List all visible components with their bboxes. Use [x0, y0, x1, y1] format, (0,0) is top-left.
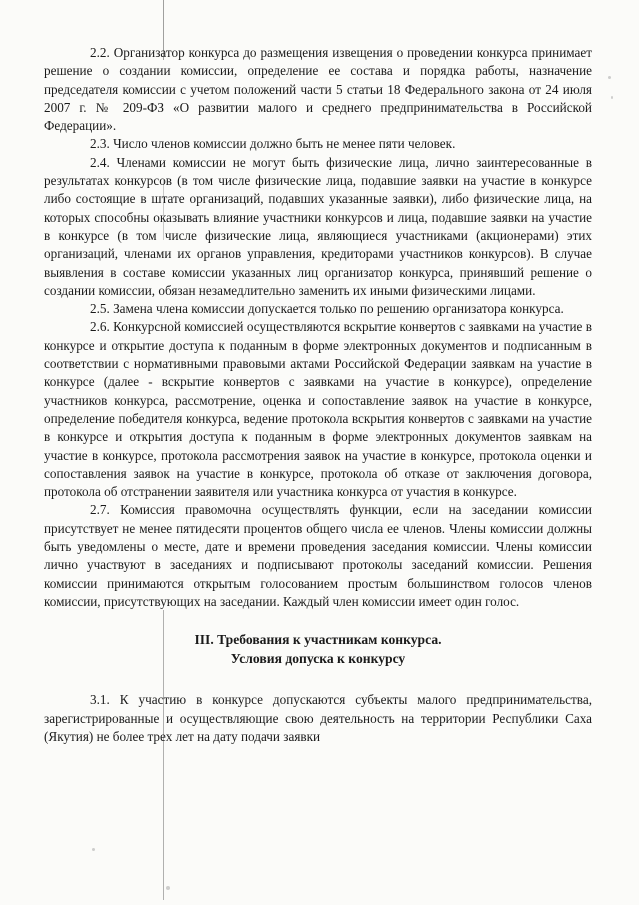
document-page [44, 44, 592, 746]
paragraph-2-5: 2.5. Замена члена комиссии допускается только по решению организатора конкурса. [90, 301, 564, 317]
paragraph-3-1: 3.1. К участию в конкурсе допускаются субъекты малого предпринимательства, зарегистрированные и осуществляющие свою деятельность на территории Республики Саха (Якутия) не более трех лет на дату подачи заявки [44, 692, 592, 744]
section-title-line-2: Условия допуска к конкурсу [230, 650, 406, 666]
paragraph-2-4: 2.4. Членами комиссии не могут быть физические лица, лично заинтересованные в результатах конкурсов (в том числе физические лица, подавшие заявки на участие в конкурсе либо состоящие в штате организаций, подавших указанные заявки), либо физические лица, на которых способны оказывать влияние участники конкурсов и лица, подавшие заявки на участие в конкурсе (в том числе физические лица, являющиеся участниками (акционерами) этих организаций, членами их органов управления, кредиторами участников конкурсов). В случае выявления в составе комиссии указанных лиц организатор конкурса, принявший решение о создании комиссии, обязан незамедлительно заменить их иными физическими лицами. [44, 154, 592, 298]
paragraph-2-2: 2.2. Организатор конкурса до размещения извещения о проведении конкурса принимает решение о создании комиссии, определение ее состава и порядка работы, назначение председателя комиссии с учетом положений части 5 статьи 18 Федерального закона от 24 июля 2007 г. № 209-ФЗ «О развитии малого и среднего предпринимательства в Российской Федерации». [44, 45, 592, 134]
scan-speck [611, 96, 613, 99]
paragraph-2-3: 2.3. Число членов комиссии должно быть не менее пяти человек. [90, 136, 456, 152]
section-title-line-1: III. Требования к участникам конкурса. [194, 632, 442, 648]
scan-speck [166, 886, 170, 890]
paragraph-2-6: 2.6. Конкурсной комиссией осуществляются вскрытие конвертов с заявками на участие в конкурсе и открытие доступа к поданным в форме электронных документов и подписанным в соответствии с нормативными правовыми актами Российской Федерации заявкам на участие в конкурсе (далее - вскрытие конвертов с заявками на участие в конкурсе), определение участников конкурса, рассмотрение, оценка и сопоставление заявок на участие в конкурсе, определение победителя конкурса, ведение протокола вскрытия конвертов с заявками на участие в конкурсе и открытия доступа к поданным в форме электронных документов заявкам на участие в конкурсе, протокола рассмотрения заявок на участие в конкурсе, протокола оценки и сопоставления заявок на участие в конкурсе, протокола об отказе от заключения договора, протокола об отстранении заявителя или участника конкурса от участия в конкурсе. [44, 319, 592, 500]
section-heading [44, 631, 592, 668]
scan-speck [608, 76, 611, 79]
scan-speck [92, 848, 95, 851]
paragraph-2-7: 2.7. Комиссия правомочна осуществлять функции, если на заседании комиссии присутствует не менее пятидесяти процентов общего числа ее членов. Члены комиссии должны быть уведомлены о месте, дате и времени проведения заседания комиссии. Члены комиссии лично участвуют в заседаниях и подписывают протоколы заседаний комиссии. Решения комиссии принимаются открытым голосованием простым большинством голосов членов комиссии, присутствующих на заседании. Каждый член комиссии имеет один голос. [44, 502, 592, 609]
